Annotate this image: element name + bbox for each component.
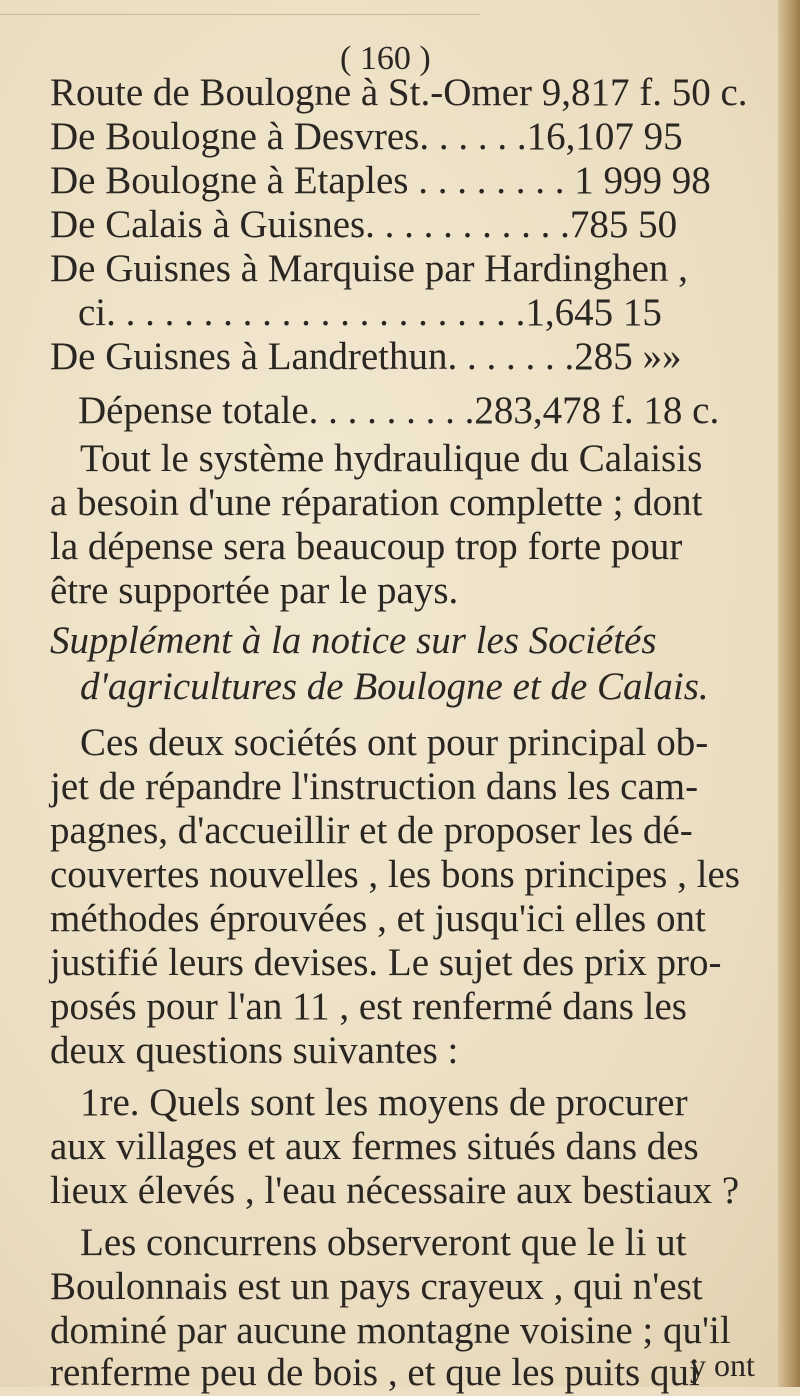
text-line: justifié leurs devises. Le sujet des prix pro- (50, 941, 722, 984)
text-line: être supportée par le pays. (50, 569, 459, 612)
catchword: y ont (690, 1347, 755, 1383)
text-line: posés pour l'an 11 , est renfermé dans les (50, 985, 687, 1028)
text-line: la dépense sera beaucoup trop forte pour (50, 525, 683, 568)
table-row: De Guisnes à Marquise par Hardinghen , (50, 247, 688, 290)
table-row: De Boulogne à Etaples . . . . . . . . 1 999 98 (50, 159, 711, 202)
title-line: Supplément à la notice sur les Sociétés (50, 619, 657, 662)
table-row: Route de Boulogne à St.-Omer 9,817 f. 50 c. (50, 71, 748, 114)
text-line: méthodes éprouvées , et jusqu'ici elles ont (50, 897, 706, 940)
text-line: aux villages et aux fermes situés dans des (50, 1125, 699, 1168)
text-line: Les concurrens observeront que le li ut (80, 1221, 687, 1264)
table-row: ci. . . . . . . . . . . . . . . . . . . . . .1,645 15 (78, 291, 662, 334)
text-line: lieux élevés , l'eau nécessaire aux bestiaux ? (50, 1169, 740, 1212)
page-number: ( 160 ) (340, 40, 431, 77)
text-line: Tout le système hydraulique du Calaisis (80, 437, 703, 480)
table-row: De Guisnes à Landrethun. . . . . . .285 »» (50, 335, 682, 378)
text-line: Ces deux sociétés ont pour principal ob- (80, 721, 709, 764)
text-line: couvertes nouvelles , les bons principes , les (50, 853, 740, 896)
text-line: Boulonnais est un pays crayeux , qui n'est (50, 1265, 703, 1308)
title-line: d'agricultures de Boulogne et de Calais. (80, 665, 709, 708)
text-line: dominé par aucune montagne voisine ; qu'il (50, 1309, 731, 1352)
text-line: pagnes, d'accueillir et de proposer les dé- (50, 809, 693, 852)
text-line: jet de répandre l'instruction dans les cam- (50, 765, 699, 808)
top-rule (0, 14, 480, 15)
table-row: De Boulogne à Desvres. . . . . .16,107 95 (50, 115, 683, 158)
page-edge (778, 0, 800, 1387)
text-line: a besoin d'une réparation complette ; dont (50, 481, 703, 524)
total-line: Dépense totale. . . . . . . . .283,478 f. 18 c. (78, 389, 720, 432)
text-line: deux questions suivantes : (50, 1029, 459, 1072)
text-line: 1re. Quels sont les moyens de procurer (80, 1081, 688, 1124)
table-row: De Calais à Guisnes. . . . . . . . . . .785 50 (50, 203, 678, 246)
text-line: renferme peu de bois , et que les puits qui (50, 1351, 700, 1394)
